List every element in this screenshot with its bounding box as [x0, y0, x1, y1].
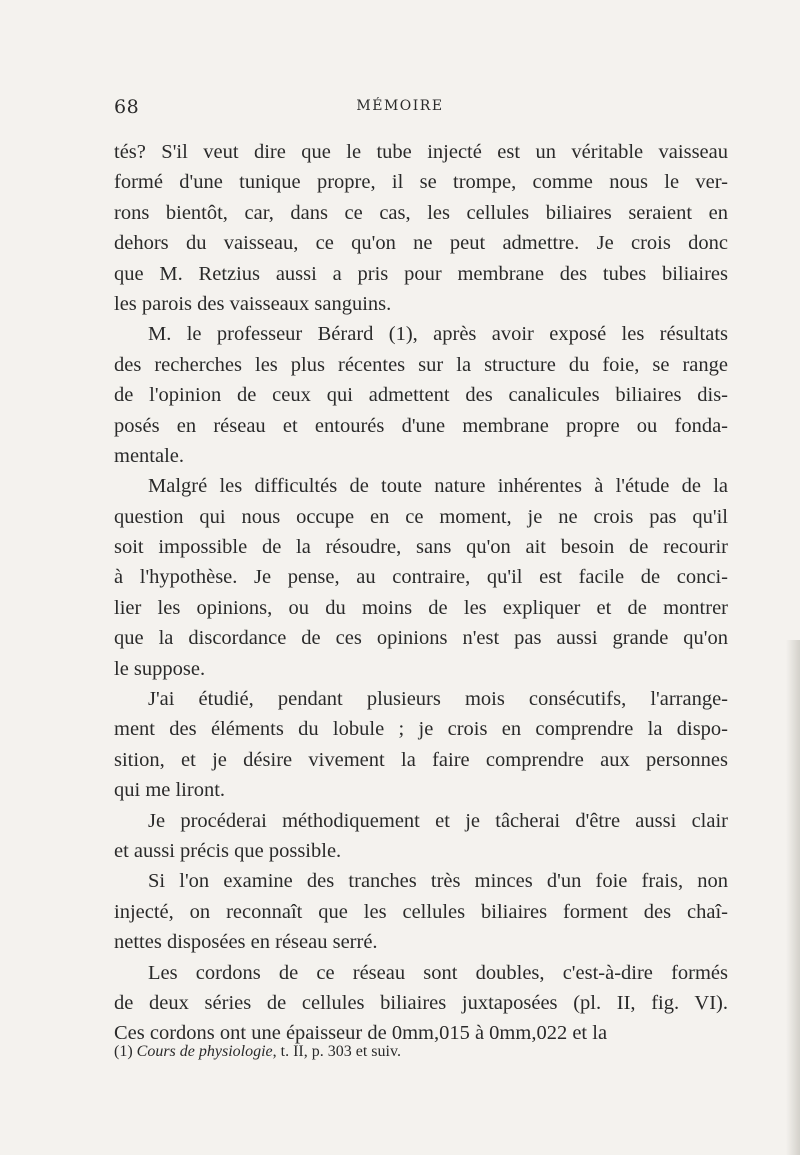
page-number: 68: [114, 96, 140, 118]
text-line: des recherches les plus récentes sur la structure du foie, se range: [114, 353, 728, 376]
text-line: dehors du vaisseau, ce qu'on ne peut admettre. Je crois donc: [114, 232, 728, 255]
text-line: sition, et je désire vivement la faire comprendre aux personnes: [114, 748, 728, 771]
paragraph: [114, 137, 728, 319]
paragraph: [114, 319, 728, 471]
text-line: mentale.: [114, 444, 185, 467]
text-line: que la discordance de ces opinions n'est pas aussi grande qu'on: [114, 627, 728, 650]
text-line: lier les opinions, ou du moins de les expliquer et de montrer: [114, 596, 728, 619]
text-line: Je procéderai méthodiquement et je tâcherai d'être aussi clair: [148, 809, 728, 832]
text-line: qui me liront.: [114, 779, 226, 802]
paragraph: [114, 684, 728, 806]
text-line: question qui nous occupe en ce moment, je ne crois pas qu'il: [114, 505, 728, 528]
text-line: J'ai étudié, pendant plusieurs mois consécutifs, l'arrange-: [148, 688, 728, 711]
text-line: soit impossible de la résoudre, sans qu'on ait besoin de recourir: [114, 536, 728, 559]
paragraph: [114, 471, 728, 684]
running-head: [0, 96, 800, 120]
text-line: M. le professeur Bérard (1), après avoir exposé les résultats: [148, 323, 728, 346]
paragraph: [114, 958, 728, 1049]
text-line: injecté, on reconnaît que les cellules biliaires forment des chaî-: [114, 900, 728, 923]
text-line: rons bientôt, car, dans ce cas, les cellules biliaires seraient en: [114, 201, 728, 224]
page-edge-shadow: [786, 640, 800, 1155]
text-line: de l'opinion de ceux qui admettent des canalicules biliaires dis-: [114, 384, 728, 407]
text-line: ment des éléments du lobule ; je crois en comprendre la dispo-: [114, 718, 728, 741]
text-line: Si l'on examine des tranches très minces d'un foie frais, non: [148, 870, 728, 893]
paragraph: [114, 866, 728, 957]
text-line: formé d'une tunique propre, il se trompe, comme nous le ver-: [114, 171, 728, 194]
footnote-marker: (1): [114, 1043, 133, 1060]
text-line: et aussi précis que possible.: [114, 839, 342, 862]
text-line: tés? S'il veut dire que le tube injecté est un véritable vaisseau: [114, 141, 728, 163]
body-text: [114, 137, 728, 1049]
text-line: de deux séries de cellules biliaires juxtaposées (pl. II, fig. VI).: [114, 991, 728, 1014]
running-title: MÉMOIRE: [356, 98, 444, 114]
footnote: [114, 1042, 728, 1062]
text-line: Ces cordons ont une épaisseur de 0mm,015 à 0mm,022 et la: [114, 1022, 608, 1045]
footnote-title: Cours de physiologie: [136, 1043, 273, 1060]
text-line: que M. Retzius aussi a pris pour membrane des tubes biliaires: [114, 262, 728, 285]
text-line: posés en réseau et entourés d'une membrane propre ou fonda-: [114, 414, 728, 437]
text-line: à l'hypothèse. Je pense, au contraire, qu'il est facile de conci-: [114, 566, 728, 589]
text-line: Malgré les difficultés de toute nature inhérentes à l'étude de la: [148, 475, 728, 498]
text-line: nettes disposées en réseau serré.: [114, 931, 378, 954]
text-line: le suppose.: [114, 657, 206, 680]
footnote-reference: , t. II, p. 303 et suiv.: [272, 1043, 401, 1060]
text-line: Les cordons de ce réseau sont doubles, c'est-à-dire formés: [148, 961, 728, 984]
text-line: les parois des vaisseaux sanguins.: [114, 292, 392, 315]
paragraph: [114, 806, 728, 867]
